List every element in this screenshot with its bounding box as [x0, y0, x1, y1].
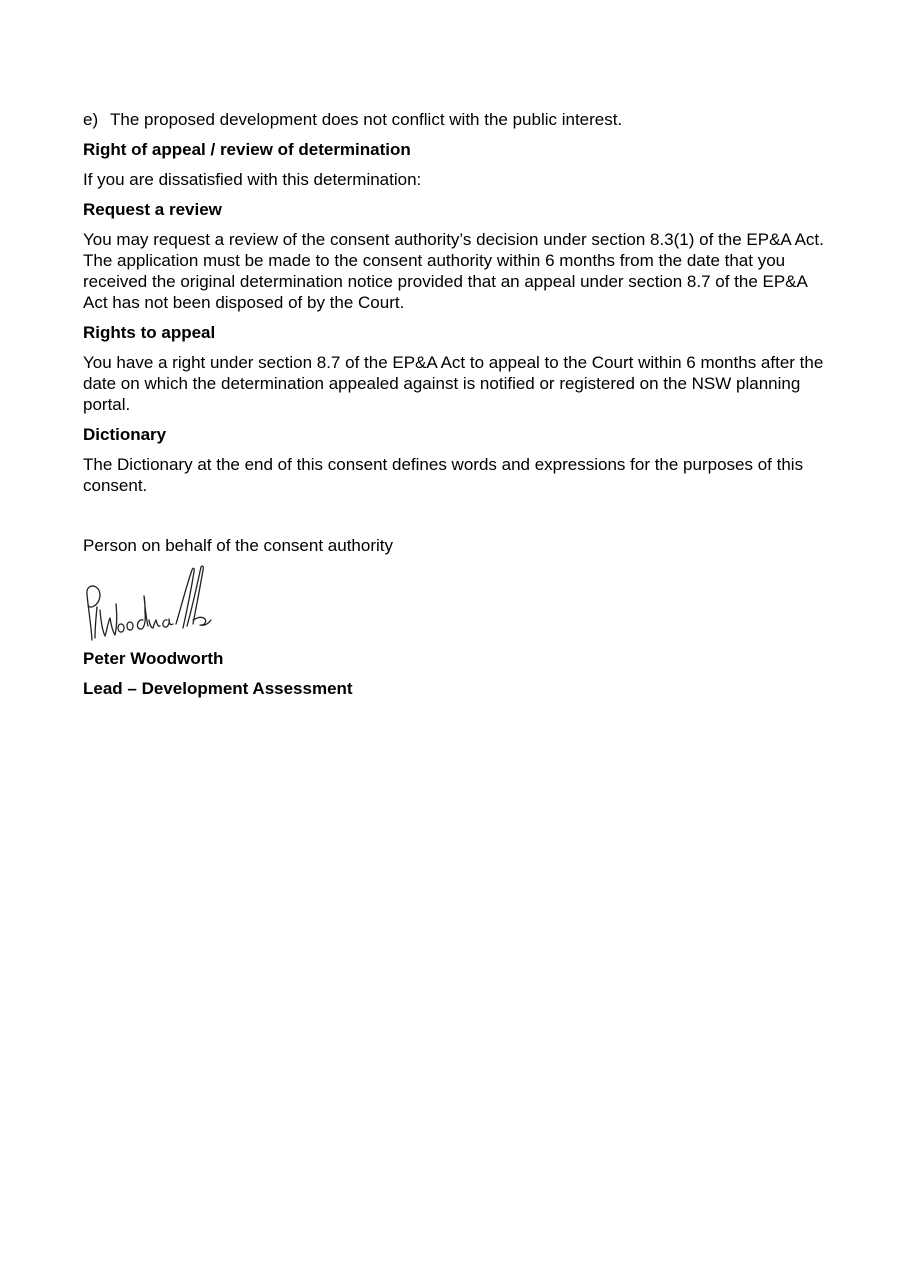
review-heading: Request a review	[83, 200, 222, 219]
signoff-label: Person on behalf of the consent authority	[83, 536, 393, 555]
signature-image	[83, 562, 213, 648]
review-paragraph: You may request a review of the consent authority’s decision under section 8.3(1) of the EP&A Act. The application must be made to the consent authority within 6 months from the date that you received the original determination notice provided that an appeal under section 8.7 of the EP&A Act has not been disposed of by the Court.	[83, 230, 824, 312]
appeal-heading: Right of appeal / review of determination	[83, 140, 411, 159]
dictionary-paragraph: The Dictionary at the end of this consent defines words and expressions for the purposes of this consent.	[83, 455, 804, 495]
document-page	[83, 109, 828, 699]
rights-heading: Rights to appeal	[83, 323, 216, 342]
appeal-intro: If you are dissatisfied with this determination:	[83, 170, 422, 189]
rights-paragraph: You have a right under section 8.7 of the EP&A Act to appeal to the Court within 6 months after the date on which the determination appealed against is notified or registered on the NSW planning portal.	[83, 353, 824, 414]
list-item-text: The proposed development does not conflict with the public interest.	[110, 110, 623, 129]
list-marker: e)	[83, 110, 99, 129]
list-item-e	[83, 109, 828, 130]
signatory-name: Peter Woodworth	[83, 649, 224, 668]
dictionary-heading: Dictionary	[83, 425, 167, 444]
signatory-role: Lead – Development Assessment	[83, 679, 353, 698]
